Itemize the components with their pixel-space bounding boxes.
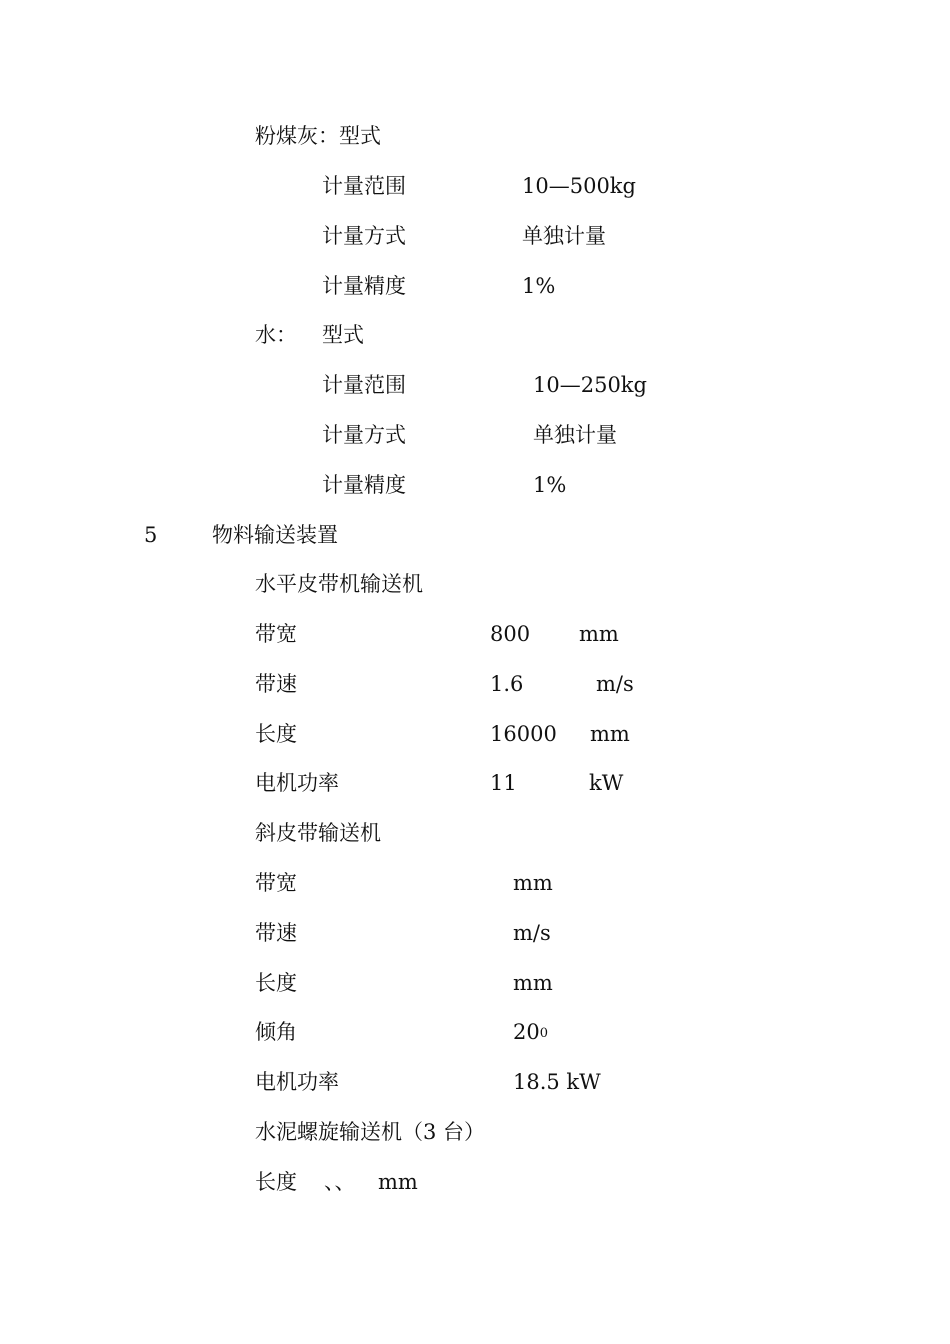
inclined-belt-length-label: 长度 xyxy=(255,971,297,995)
fly-ash-range-value: 10—500kg xyxy=(522,174,636,198)
inclined-belt-power-value: 18.5 kW xyxy=(513,1070,601,1094)
horizontal-belt-width-unit: mm xyxy=(579,622,619,646)
fly-ash-precision-value: 1% xyxy=(522,274,556,298)
horizontal-belt-width-label: 带宽 xyxy=(255,622,297,646)
water-range-value: 10—250kg xyxy=(533,373,647,397)
horizontal-belt-power-label: 电机功率 xyxy=(255,771,339,795)
water-method-label: 计量方式 xyxy=(322,423,406,447)
inclined-belt-angle-number: 20 xyxy=(513,1020,540,1044)
horizontal-belt-power-value: 11 xyxy=(490,771,517,795)
fly-ash-precision-label: 计量精度 xyxy=(322,274,406,298)
water-heading: 水： xyxy=(255,323,297,347)
inclined-belt-angle-superscript: 0 xyxy=(539,1026,549,1041)
horizontal-belt-speed-value: 1.6 xyxy=(490,672,524,696)
fly-ash-method-value: 单独计量 xyxy=(522,224,606,248)
inclined-belt-length-value: mm xyxy=(513,971,553,995)
water-precision-value: 1% xyxy=(533,473,567,497)
horizontal-belt-length-unit: mm xyxy=(590,722,630,746)
inclined-belt-title: 斜皮带输送机 xyxy=(255,821,381,845)
horizontal-belt-power-unit: kW xyxy=(589,771,624,795)
water-method-value: 单独计量 xyxy=(533,423,617,447)
horizontal-belt-speed-unit: m/s xyxy=(596,672,634,696)
inclined-belt-angle-value xyxy=(513,1019,548,1047)
fly-ash-method-label: 计量方式 xyxy=(322,224,406,248)
inclined-belt-width-value: mm xyxy=(513,871,553,895)
screw-conveyor-length-unit: mm xyxy=(378,1170,418,1194)
horizontal-belt-length-label: 长度 xyxy=(255,722,297,746)
screw-conveyor-length-label: 长度 xyxy=(255,1170,297,1194)
horizontal-belt-width-value: 800 xyxy=(490,622,531,646)
fly-ash-heading: 粉煤灰：型式 xyxy=(255,124,381,148)
water-precision-label: 计量精度 xyxy=(322,473,406,497)
water-type-label: 型式 xyxy=(322,323,364,347)
section-number: 5 xyxy=(144,523,158,547)
section-title: 物料输送装置 xyxy=(212,523,338,547)
water-range-label: 计量范围 xyxy=(322,373,406,397)
screw-conveyor-length-separator: 、、 xyxy=(324,1170,356,1194)
fly-ash-range-label: 计量范围 xyxy=(322,174,406,198)
horizontal-belt-speed-label: 带速 xyxy=(255,672,297,696)
horizontal-belt-length-value: 16000 xyxy=(490,722,557,746)
inclined-belt-angle-label: 倾角 xyxy=(255,1020,297,1044)
inclined-belt-power-label: 电机功率 xyxy=(255,1070,339,1094)
inclined-belt-speed-value: m/s xyxy=(513,921,551,945)
screw-conveyor-title: 水泥螺旋输送机（3 台） xyxy=(255,1120,486,1144)
horizontal-belt-title: 水平皮带机输送机 xyxy=(255,572,423,596)
inclined-belt-speed-label: 带速 xyxy=(255,921,297,945)
inclined-belt-width-label: 带宽 xyxy=(255,871,297,895)
